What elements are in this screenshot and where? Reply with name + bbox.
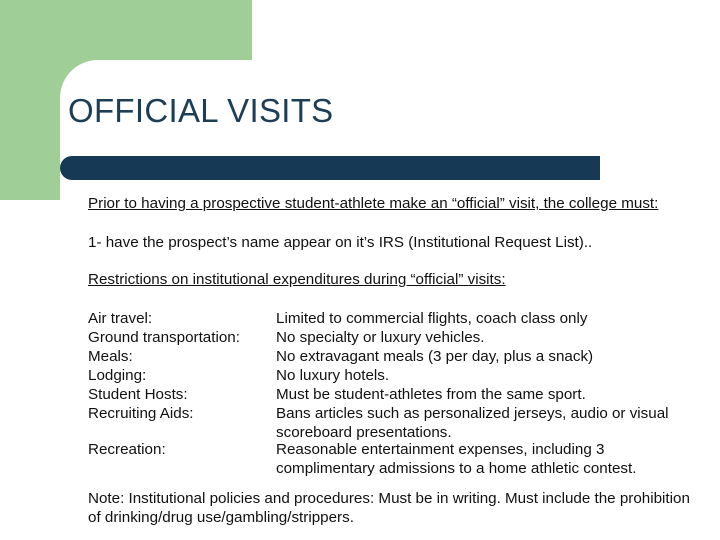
restriction-label-air-travel: Air travel:: [88, 310, 153, 327]
restriction-value-air-travel: Limited to commercial flights, coach class only: [276, 310, 588, 327]
restriction-value-recreation: Reasonable entertainment expenses, including 3 complimentary admissions to a home athletic contest.: [276, 441, 637, 477]
restriction-value-recruiting-aids: Bans articles such as personalized jerseys, audio or visual scoreboard presentations.: [276, 405, 669, 441]
restriction-value-ground-transportation: No specialty or luxury vehicles.: [276, 329, 485, 346]
restriction-value-meals: No extravagant meals (3 per day, plus a snack): [276, 348, 594, 365]
restriction-value-lodging: No luxury hotels.: [276, 367, 390, 384]
title-underline-bar: [60, 156, 600, 180]
restriction-label-student-hosts: Student Hosts:: [88, 386, 188, 403]
restriction-label-lodging: Lodging:: [88, 367, 147, 384]
restriction-value-student-hosts: Must be student-athletes from the same sport.: [276, 386, 586, 403]
note-text: Note: Institutional policies and procedures: Must be in writing. Must include the prohibition of drinking/drug use/gambling/strippers.: [88, 490, 690, 526]
requirement-text: 1- have the prospect’s name appear on it’s IRS (Institutional Request List)..: [88, 234, 593, 251]
slide-title: OFFICIAL VISITS: [68, 92, 334, 129]
intro-text: Prior to having a prospective student-athlete make an “official” visit, the college must:: [88, 195, 659, 212]
restriction-label-ground-transportation: Ground transportation:: [88, 329, 240, 346]
restriction-label-meals: Meals:: [88, 348, 133, 365]
restrictions-heading: Restrictions on institutional expenditures during “official” visits:: [88, 271, 506, 288]
restriction-label-recruiting-aids: Recruiting Aids:: [88, 405, 194, 422]
restriction-label-recreation: Recreation:: [88, 441, 166, 458]
